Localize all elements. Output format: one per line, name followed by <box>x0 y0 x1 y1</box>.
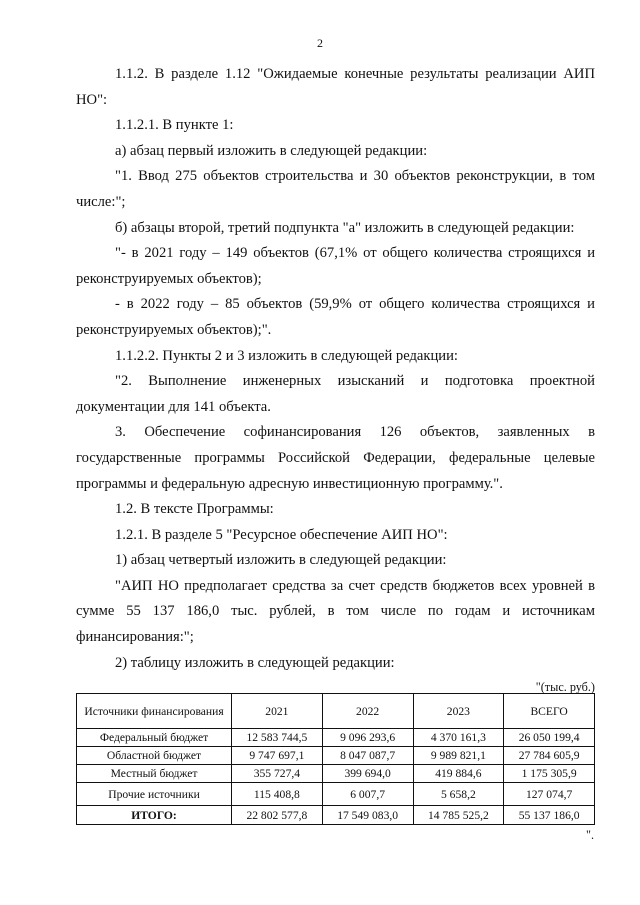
paragraph: 3. Обеспечение софинансирования 126 объектов, заявленных в государственные программы Российской Федерации, федеральные целевые программы и федеральную адресную инвестиционную программу.". <box>76 424 595 492</box>
table-cell: 355 727,4 <box>232 765 323 783</box>
table-cell: 26 050 199,4 <box>504 729 595 747</box>
paragraph: 1.1.2.2. Пункты 2 и 3 изложить в следующей редакции: <box>115 347 458 364</box>
table-header-row <box>77 694 595 729</box>
paragraph: а) абзац первый изложить в следующей редакции: <box>115 142 428 159</box>
table-cell: 9 989 821,1 <box>413 747 504 765</box>
header-2021: 2021 <box>232 694 323 729</box>
table-cell: 6 007,7 <box>322 783 413 806</box>
table-row <box>77 747 595 765</box>
document-body <box>76 62 595 676</box>
table-cell: 14 785 525,2 <box>413 806 504 825</box>
table-unit-note: "(тыс. руб.) <box>535 680 595 694</box>
paragraph: 1.1.2. В разделе 1.12 "Ожидаемые конечные результаты реализации АИП НО": <box>76 66 595 108</box>
table-cell: 4 370 161,3 <box>413 729 504 747</box>
table-cell: 1 175 305,9 <box>504 765 595 783</box>
paragraph: "2. Выполнение инженерных изысканий и подготовка проектной документации для 141 объекта. <box>76 373 595 415</box>
page-number: 2 <box>317 36 323 50</box>
table-cell: 115 408,8 <box>232 783 323 806</box>
funding-table <box>76 693 595 825</box>
table-cell: Прочие источники <box>77 783 232 806</box>
table-total-row <box>77 806 595 825</box>
paragraph: 1.1.2.1. В пункте 1: <box>115 117 234 134</box>
paragraph: 1.2. В тексте Программы: <box>115 501 274 518</box>
paragraph: "1. Ввод 275 объектов строительства и 30 объектов реконструкции, в том числе:"; <box>76 168 595 210</box>
paragraph: 2) таблицу изложить в следующей редакции: <box>115 654 395 671</box>
table-row <box>77 729 595 747</box>
table-cell: 17 549 083,0 <box>322 806 413 825</box>
header-sources: Источники финансирования <box>77 694 232 729</box>
paragraph: 1) абзац четвертый изложить в следующей редакции: <box>115 552 447 569</box>
closing-quote-mark: ". <box>586 828 595 842</box>
table-cell-total-label: ИТОГО: <box>77 806 232 825</box>
paragraph: "АИП НО предполагает средства за счет средств бюджетов всех уровней в сумме 55 137 186,0 тыс. рублей, в том числе по годам и источникам финансирования:"; <box>76 577 595 646</box>
table-cell: 127 074,7 <box>504 783 595 806</box>
table-cell: 8 047 087,7 <box>322 747 413 765</box>
table-cell: Местный бюджет <box>77 765 232 783</box>
table-cell: 9 096 293,6 <box>322 729 413 747</box>
paragraph: - в 2022 году – 85 объектов (59,9% от общего количества строящихся и реконструируемых объектов);". <box>76 296 595 338</box>
table-cell: 12 583 744,5 <box>232 729 323 747</box>
table-row <box>77 765 595 783</box>
table-cell: 27 784 605,9 <box>504 747 595 765</box>
paragraph: б) абзацы второй, третий подпункта "а" изложить в следующей редакции: <box>115 219 575 236</box>
header-2022: 2022 <box>322 694 413 729</box>
table-cell: 419 884,6 <box>413 765 504 783</box>
table-cell: Федеральный бюджет <box>77 729 232 747</box>
table-cell: 399 694,0 <box>322 765 413 783</box>
table-row <box>77 783 595 806</box>
header-2023: 2023 <box>413 694 504 729</box>
table-cell: 55 137 186,0 <box>504 806 595 825</box>
paragraph: 1.2.1. В разделе 5 "Ресурсное обеспечение АИП НО": <box>115 526 448 543</box>
table-cell: 9 747 697,1 <box>232 747 323 765</box>
table-cell: 5 658,2 <box>413 783 504 806</box>
header-total: ВСЕГО <box>504 694 595 729</box>
table-cell: 22 802 577,8 <box>232 806 323 825</box>
table-cell: Областной бюджет <box>77 747 232 765</box>
paragraph: "- в 2021 году – 149 объектов (67,1% от общего количества строящихся и реконструируемых объектов); <box>76 245 595 287</box>
